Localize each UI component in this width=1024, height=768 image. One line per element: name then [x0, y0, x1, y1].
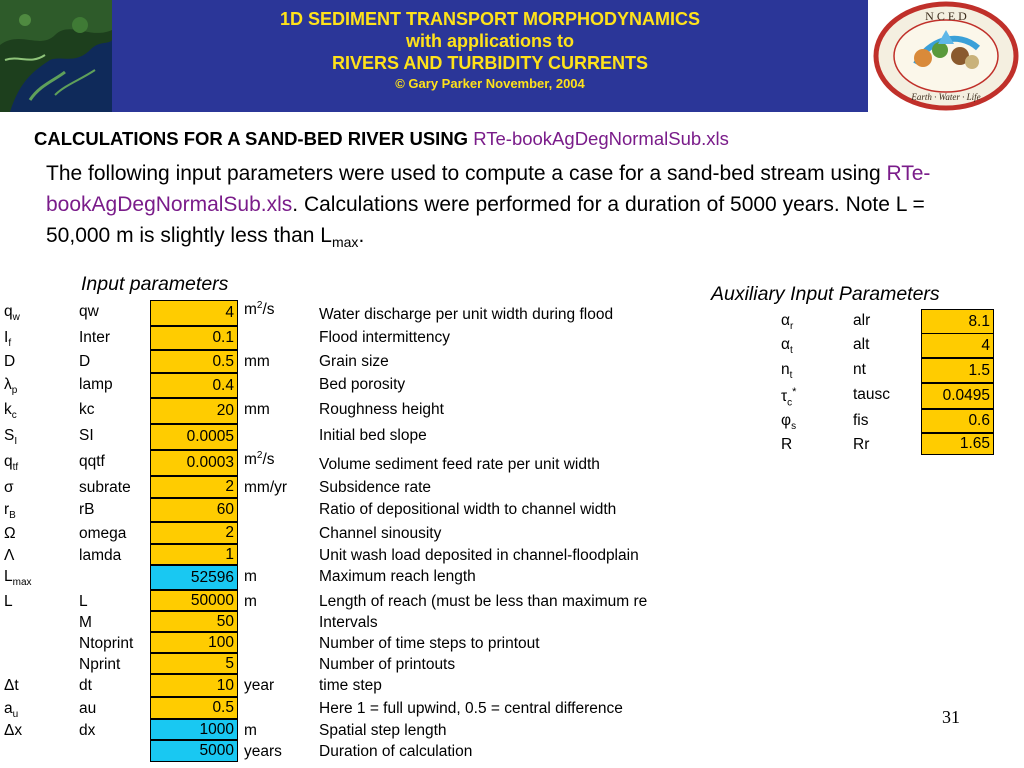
param-symbol: $\lambda_p$ — [4, 376, 18, 397]
param-variable-name: dx — [79, 722, 96, 739]
input-value-cell[interactable]: 50000 — [150, 590, 238, 611]
input-value-cell[interactable]: 2 — [150, 476, 238, 498]
input-row — [0, 498, 700, 522]
aux-row — [778, 333, 998, 358]
aux-value-cell[interactable]: 0.0495 — [921, 383, 994, 409]
computed-value-cell[interactable]: 1000 — [150, 719, 238, 740]
intro-text-end: . — [358, 224, 365, 247]
course-title-block — [112, 0, 868, 112]
param-description: Channel sinousity — [319, 525, 442, 542]
aux-variable-name: Rr — [853, 436, 870, 453]
param-variable-name: M — [79, 614, 92, 631]
computed-value-cell[interactable]: 5000 — [150, 740, 238, 762]
input-value-cell[interactable]: 0.0005 — [150, 424, 238, 450]
course-title-line2: with applications to — [405, 31, 574, 51]
param-description: Intervals — [319, 614, 378, 631]
input-row — [0, 611, 700, 632]
input-value-cell[interactable]: 20 — [150, 398, 238, 424]
param-description: Spatial step length — [319, 722, 447, 739]
input-row — [0, 476, 700, 498]
input-value-cell[interactable]: 0.5 — [150, 350, 238, 373]
param-symbol: $I_f$ — [4, 329, 12, 350]
param-description: Ratio of depositional width to channel width — [319, 501, 617, 518]
param-symbol: $r_B$ — [4, 501, 16, 522]
param-unit: m — [244, 593, 257, 610]
param-variable-name: L — [79, 593, 88, 610]
param-description: Unit wash load deposited in channel-floodplain — [319, 547, 639, 564]
param-description: Maximum reach length — [319, 568, 476, 585]
param-variable-name: qqtf — [79, 453, 105, 470]
aux-value-cell[interactable]: 1.5 — [921, 358, 994, 383]
input-row — [0, 653, 700, 674]
nced-logo-icon — [868, 0, 1024, 112]
input-row — [0, 544, 700, 565]
input-row — [0, 522, 700, 544]
input-value-cell[interactable]: 0.1 — [150, 326, 238, 350]
input-row — [0, 300, 700, 326]
intro-text-part1: The following input parameters were used to compute a case for a sand-bed stream using — [46, 162, 881, 185]
param-variable-name: kc — [79, 401, 95, 418]
course-title-line3: RIVERS AND TURBIDITY CURRENTS — [331, 53, 649, 73]
param-variable-name: qw — [79, 303, 99, 320]
param-unit: mm/yr — [244, 479, 288, 496]
aux-row — [778, 409, 998, 433]
input-value-cell[interactable]: 50 — [150, 611, 238, 632]
param-variable-name: subrate — [79, 479, 131, 496]
nced-logo — [868, 0, 1024, 112]
course-title-line1: 1D SEDIMENT TRANSPORT MORPHODYNAMICS — [279, 9, 701, 29]
aux-value-cell[interactable]: 1.65 — [921, 433, 994, 455]
param-variable-name: Nprint — [79, 656, 121, 673]
param-unit: $m^2/s$ — [244, 300, 275, 319]
page-title — [34, 128, 729, 150]
input-value-cell[interactable]: 2 — [150, 522, 238, 544]
intro-paragraph — [46, 158, 986, 258]
input-value-cell[interactable]: 0.4 — [150, 373, 238, 398]
param-unit: m — [244, 722, 257, 739]
param-symbol: $k_c$ — [4, 401, 17, 422]
param-symbol: L — [4, 593, 13, 610]
input-value-cell[interactable]: 100 — [150, 632, 238, 653]
input-value-cell[interactable]: 5 — [150, 653, 238, 674]
intro-subscript: max — [331, 234, 359, 251]
param-symbol: Δx — [4, 722, 23, 739]
param-variable-name: dt — [79, 677, 92, 694]
input-row — [0, 424, 700, 450]
intro-text-part2: . Calculations were performed for a duration of 5000 years. Note L = 50,000 m is slightly less than L — [46, 193, 925, 247]
aux-symbol: R — [781, 436, 793, 453]
aux-row — [778, 433, 998, 455]
input-row — [0, 697, 700, 719]
input-row — [0, 590, 700, 611]
input-row — [0, 674, 700, 697]
param-description: time step — [319, 677, 382, 694]
param-description: Roughness height — [319, 401, 444, 418]
input-row — [0, 326, 700, 350]
param-variable-name: lamp — [79, 376, 113, 393]
svg-text:Earth · Water · Life: Earth · Water · Life — [911, 92, 981, 102]
svg-text:N C E D: N C E D — [925, 9, 967, 23]
aux-variable-name: fis — [853, 412, 869, 429]
param-description: Flood intermittency — [319, 329, 450, 346]
copyright-line: © Gary Parker November, 2004 — [395, 76, 585, 91]
aux-row — [778, 358, 998, 383]
param-description: Grain size — [319, 353, 389, 370]
param-variable-name: omega — [79, 525, 127, 542]
input-value-cell[interactable]: 0.0003 — [150, 450, 238, 476]
param-description: Bed porosity — [319, 376, 406, 393]
input-value-cell[interactable]: 1 — [150, 544, 238, 565]
param-description: Water discharge per unit width during flood — [319, 306, 614, 323]
delta-satellite-image — [0, 0, 112, 112]
param-unit: mm — [244, 353, 270, 370]
param-symbol: Λ — [4, 547, 15, 564]
param-symbol: $q_w$ — [4, 303, 20, 324]
aux-value-cell[interactable]: 8.1 — [921, 309, 994, 334]
param-symbol: $a_u$ — [4, 700, 19, 719]
param-symbol: $S_I$ — [4, 427, 18, 448]
delta-image-icon — [0, 0, 112, 112]
param-variable-name: lamda — [79, 547, 122, 564]
input-value-cell[interactable]: 0.5 — [150, 697, 238, 719]
input-row — [0, 719, 700, 740]
input-row — [0, 740, 700, 762]
aux-variable-name: tausc — [853, 386, 891, 403]
param-variable-name: rB — [79, 501, 95, 518]
aux-row — [778, 309, 998, 334]
param-description: Number of printouts — [319, 656, 456, 673]
param-description: Volume sediment feed rate per unit width — [319, 456, 600, 473]
param-symbol: σ — [4, 479, 14, 496]
param-variable-name: Inter — [79, 329, 111, 346]
param-variable-name: Ntoprint — [79, 635, 134, 652]
page-title-text: CALCULATIONS FOR A SAND-BED RIVER USING — [34, 128, 469, 149]
input-row — [0, 450, 700, 476]
aux-variable-name: nt — [853, 361, 866, 378]
param-description: Length of reach (must be less than maximum re — [319, 593, 648, 610]
computed-value-cell[interactable]: 52596 — [150, 565, 238, 590]
aux-symbol: $\alpha_t$ — [781, 336, 793, 357]
input-row — [0, 565, 700, 590]
aux-symbol: $\alpha_r$ — [781, 312, 794, 333]
param-description: Number of time steps to printout — [319, 635, 540, 652]
input-row — [0, 373, 700, 398]
aux-variable-name: alt — [853, 336, 870, 353]
auxiliary-parameters-title: Auxiliary Input Parameters — [711, 283, 940, 305]
page-number: 31 — [942, 707, 960, 727]
aux-symbol: $\tau_c^*$ — [781, 386, 797, 409]
param-variable-name: D — [79, 353, 91, 370]
input-row — [0, 632, 700, 653]
input-row — [0, 350, 700, 373]
param-symbol: Δt — [4, 677, 19, 694]
input-row — [0, 398, 700, 424]
input-value-cell[interactable]: 10 — [150, 674, 238, 697]
input-value-cell[interactable]: 60 — [150, 498, 238, 522]
aux-value-cell[interactable]: 4 — [921, 333, 994, 358]
page-title-filename: RTe-bookAgDegNormalSub.xls — [473, 128, 729, 149]
param-description: Initial bed slope — [319, 427, 427, 444]
aux-variable-name: alr — [853, 312, 871, 329]
param-symbol: Ω — [4, 525, 16, 542]
param-variable-name: SI — [79, 427, 94, 444]
input-parameters-title: Input parameters — [81, 273, 229, 295]
aux-row — [778, 383, 998, 409]
aux-symbol: $n_t$ — [781, 361, 793, 382]
param-description: Subsidence rate — [319, 479, 432, 496]
param-unit: mm — [244, 401, 270, 418]
param-symbol: D — [4, 353, 16, 370]
param-variable-name: au — [79, 700, 97, 717]
header-banner — [0, 0, 1024, 112]
param-description: Here 1 = full upwind, 0.5 = central difference — [319, 700, 623, 717]
param-symbol: $L_{max}$ — [4, 568, 32, 589]
param-unit: m — [244, 568, 257, 585]
input-value-cell[interactable]: 4 — [150, 300, 238, 326]
param-description: Duration of calculation — [319, 743, 473, 760]
aux-symbol: $\varphi_s$ — [781, 412, 797, 433]
param-unit: year — [244, 677, 275, 694]
param-symbol: $q_{tf}$ — [4, 453, 19, 474]
param-unit: years — [244, 743, 282, 760]
intro-filename: RTe-bookAgDegNormalSub.xls — [46, 162, 931, 216]
aux-value-cell[interactable]: 0.6 — [921, 409, 994, 433]
param-unit: $m^2/s$ — [244, 450, 275, 469]
